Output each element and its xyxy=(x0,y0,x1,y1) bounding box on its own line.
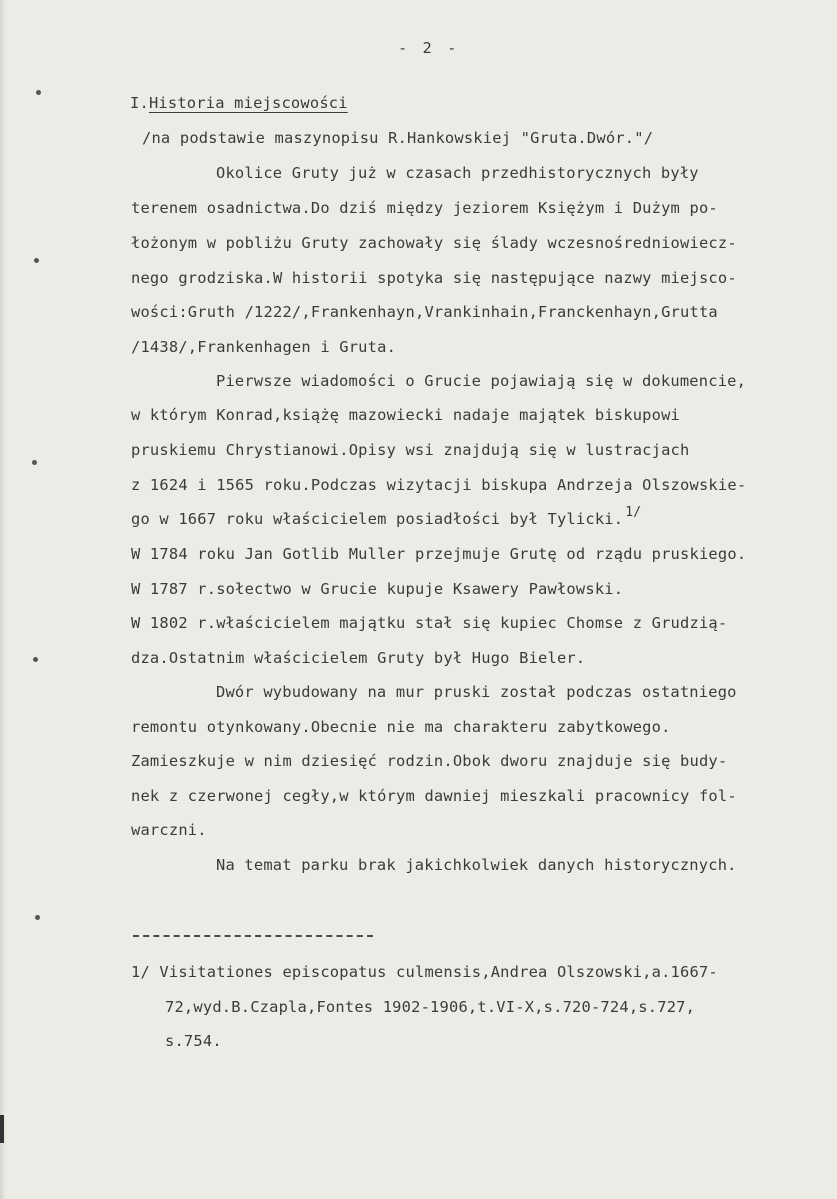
heading-prefix: I. xyxy=(130,94,149,112)
body-line: w którym Konrad,książę mazowiecki nadaje majątek biskupowi xyxy=(131,406,681,424)
body-line: wości:Gruth /1222/,Frankenhayn,Vrankinhain,Franckenhayn,Grutta xyxy=(131,303,718,321)
body-line: pruskiemu Chrystianowi.Opisy wsi znajdują się w lustracjach xyxy=(131,441,690,459)
body-line: remontu otynkowany.Obecnie nie ma charakteru zabytkowego. xyxy=(131,718,671,736)
body-line: Dwór wybudowany na mur pruski został podczas ostatniego xyxy=(216,683,737,701)
body-line: warczni. xyxy=(131,821,207,839)
body-line: terenem osadnictwa.Do dziś między jeziorem Księżym i Dużym po- xyxy=(131,199,718,217)
binding-hole-mark xyxy=(32,460,37,465)
body-line: nek z czerwonej cegły,w którym dawniej mieszkali pracownicy fol- xyxy=(131,787,737,805)
body-line: łożonym w pobliżu Gruty zachowały się ślady wczesnośredniowiecz- xyxy=(131,234,737,252)
body-line: z 1624 i 1565 roku.Podczas wizytacji biskupa Andrzeja Olszowskie- xyxy=(131,476,747,494)
body-line: Pierwsze wiadomości o Grucie pojawiają się w dokumencie, xyxy=(216,372,747,390)
subtitle: /na podstawie maszynopisu R.Hankowskiej "Gruta.Dwór."/ xyxy=(142,129,654,147)
body-line: W 1802 r.właścicielem majątku stał się kupiec Chomse z Grudzią- xyxy=(131,614,728,632)
binding-hole-mark xyxy=(33,657,38,662)
body-line: W 1787 r.sołectwo w Grucie kupuje Ksawery Pawłowski. xyxy=(131,580,624,598)
body-line: Na temat parku brak jakichkolwiek danych historycznych. xyxy=(216,856,737,874)
body-line: dza.Ostatnim właścicielem Gruty był Hugo Bieler. xyxy=(131,649,586,667)
footnote-line: 72,wyd.B.Czapla,Fontes 1902-1906,t.VI-X,s.720-724,s.727, xyxy=(165,998,696,1016)
binding-hole-mark xyxy=(36,90,41,95)
body-line: Okolice Gruty już w czasach przedhistorycznych były xyxy=(216,164,699,182)
binding-hole-mark xyxy=(34,258,39,263)
body-line-text: go w 1667 roku właścicielem posiadłości był Tylicki. xyxy=(131,510,624,528)
body-line: /1438/,Frankenhagen i Gruta. xyxy=(131,338,397,356)
body-line: nego grodziska.W historii spotyka się następujące nazwy miejsco- xyxy=(131,269,737,287)
footnote-reference: 1/ xyxy=(625,505,642,520)
body-line xyxy=(131,505,642,531)
binding-hole-mark xyxy=(35,915,40,920)
section-heading xyxy=(130,93,348,113)
footnote-line: 1/ Visitationes episcopatus culmensis,Andrea Olszowski,a.1667- xyxy=(131,963,718,981)
footnote-separator xyxy=(133,935,373,937)
page-edge-mark xyxy=(0,1115,4,1143)
footnote-line: s.754. xyxy=(165,1032,222,1050)
body-line: Zamieszkuje w nim dziesięć rodzin.Obok dworu znajduje się budy- xyxy=(131,752,728,770)
heading-title: Historia miejscowości xyxy=(148,94,348,112)
body-line: W 1784 roku Jan Gotlib Muller przejmuje Grutę od rządu pruskiego. xyxy=(131,545,747,563)
page-number: - 2 - xyxy=(398,39,460,57)
